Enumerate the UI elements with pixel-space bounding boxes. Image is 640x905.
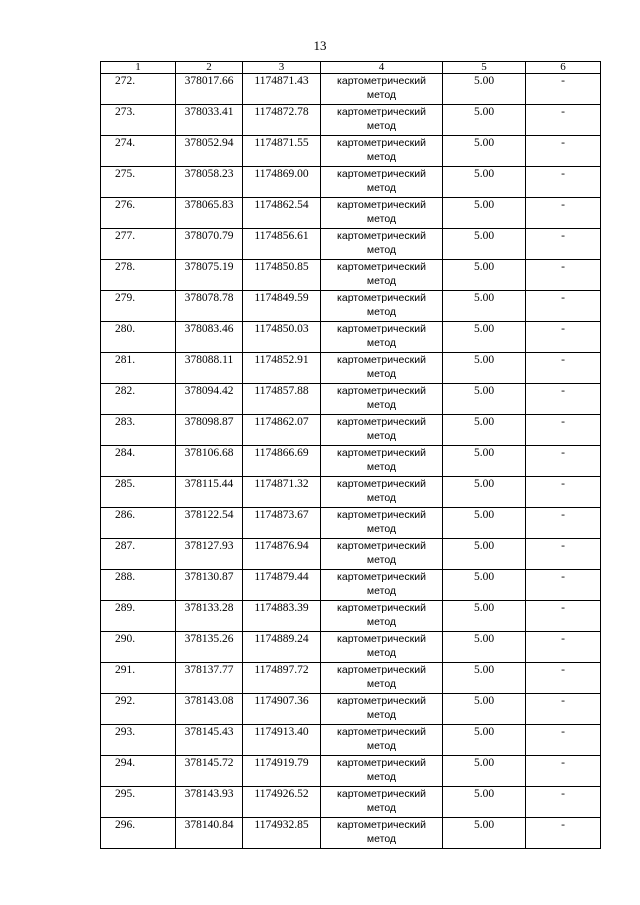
precision-cell: 5.00 (443, 601, 526, 632)
method-line-2: метод (366, 306, 397, 318)
x-coordinate-cell: 378058.23 (176, 167, 243, 198)
column-header: 1 (101, 62, 176, 74)
x-coordinate-cell: 378127.93 (176, 539, 243, 570)
x-coordinate-cell: 378137.77 (176, 663, 243, 694)
method-line-1: картометрический (337, 695, 426, 707)
x-coordinate-cell: 378145.43 (176, 725, 243, 756)
note-cell: - (526, 663, 601, 694)
method-line-1: картометрический (337, 230, 426, 242)
method-cell (321, 570, 443, 601)
point-number-cell: 292. (101, 694, 176, 725)
y-coordinate-cell: 1174869.00 (243, 167, 321, 198)
x-coordinate-cell: 378106.68 (176, 446, 243, 477)
precision-cell: 5.00 (443, 508, 526, 539)
method-cell (321, 477, 443, 508)
y-coordinate-cell: 1174889.24 (243, 632, 321, 663)
method-line-1: картометрический (337, 75, 426, 87)
table-row (101, 353, 601, 384)
method-cell (321, 756, 443, 787)
table-body (101, 74, 601, 849)
point-number-cell: 287. (101, 539, 176, 570)
note-cell: - (526, 632, 601, 663)
point-number-cell: 283. (101, 415, 176, 446)
note-cell: - (526, 415, 601, 446)
method-cell (321, 415, 443, 446)
table-row (101, 756, 601, 787)
note-cell: - (526, 477, 601, 508)
method-cell (321, 601, 443, 632)
y-coordinate-cell: 1174879.44 (243, 570, 321, 601)
table-row (101, 694, 601, 725)
y-coordinate-cell: 1174897.72 (243, 663, 321, 694)
column-header: 6 (526, 62, 601, 74)
y-coordinate-cell: 1174852.91 (243, 353, 321, 384)
x-coordinate-cell: 378094.42 (176, 384, 243, 415)
method-cell (321, 167, 443, 198)
precision-cell: 5.00 (443, 756, 526, 787)
table-row (101, 539, 601, 570)
note-cell: - (526, 570, 601, 601)
column-header: 5 (443, 62, 526, 74)
table-row (101, 663, 601, 694)
y-coordinate-cell: 1174919.79 (243, 756, 321, 787)
table-row (101, 167, 601, 198)
y-coordinate-cell: 1174872.78 (243, 105, 321, 136)
method-line-2: метод (366, 337, 397, 349)
x-coordinate-cell: 378130.87 (176, 570, 243, 601)
note-cell: - (526, 105, 601, 136)
precision-cell: 5.00 (443, 787, 526, 818)
point-number-cell: 285. (101, 477, 176, 508)
y-coordinate-cell: 1174873.67 (243, 508, 321, 539)
note-cell: - (526, 539, 601, 570)
point-number-cell: 281. (101, 353, 176, 384)
method-cell (321, 508, 443, 539)
column-header: 2 (176, 62, 243, 74)
table-row (101, 601, 601, 632)
precision-cell: 5.00 (443, 260, 526, 291)
table-header-row (101, 62, 601, 74)
y-coordinate-cell: 1174876.94 (243, 539, 321, 570)
table-row (101, 725, 601, 756)
precision-cell: 5.00 (443, 446, 526, 477)
x-coordinate-cell: 378065.83 (176, 198, 243, 229)
table-row (101, 415, 601, 446)
x-coordinate-cell: 378078.78 (176, 291, 243, 322)
method-line-2: метод (366, 709, 397, 721)
method-line-2: метод (366, 182, 397, 194)
precision-cell: 5.00 (443, 74, 526, 105)
table-row (101, 787, 601, 818)
precision-cell: 5.00 (443, 570, 526, 601)
method-line-1: картометрический (337, 199, 426, 211)
note-cell: - (526, 322, 601, 353)
x-coordinate-cell: 378133.28 (176, 601, 243, 632)
point-number-cell: 288. (101, 570, 176, 601)
x-coordinate-cell: 378052.94 (176, 136, 243, 167)
point-number-cell: 277. (101, 229, 176, 260)
note-cell: - (526, 446, 601, 477)
table-row (101, 291, 601, 322)
method-cell (321, 725, 443, 756)
method-line-2: метод (366, 740, 397, 752)
precision-cell: 5.00 (443, 322, 526, 353)
method-line-1: картометрический (337, 261, 426, 273)
point-number-cell: 296. (101, 818, 176, 849)
method-line-2: метод (366, 771, 397, 783)
precision-cell: 5.00 (443, 198, 526, 229)
method-line-2: метод (366, 461, 397, 473)
note-cell: - (526, 694, 601, 725)
point-number-cell: 274. (101, 136, 176, 167)
method-cell (321, 818, 443, 849)
precision-cell: 5.00 (443, 539, 526, 570)
precision-cell: 5.00 (443, 291, 526, 322)
method-line-2: метод (366, 244, 397, 256)
method-cell (321, 787, 443, 818)
method-line-2: метод (366, 399, 397, 411)
precision-cell: 5.00 (443, 663, 526, 694)
method-line-1: картометрический (337, 788, 426, 800)
table-row (101, 477, 601, 508)
table-row (101, 229, 601, 260)
column-header: 4 (321, 62, 443, 74)
x-coordinate-cell: 378033.41 (176, 105, 243, 136)
precision-cell: 5.00 (443, 415, 526, 446)
y-coordinate-cell: 1174857.88 (243, 384, 321, 415)
precision-cell: 5.00 (443, 229, 526, 260)
y-coordinate-cell: 1174866.69 (243, 446, 321, 477)
method-line-1: картометрический (337, 571, 426, 583)
point-number-cell: 282. (101, 384, 176, 415)
method-cell (321, 539, 443, 570)
note-cell: - (526, 291, 601, 322)
point-number-cell: 275. (101, 167, 176, 198)
method-line-2: метод (366, 120, 397, 132)
method-line-2: метод (366, 368, 397, 380)
point-number-cell: 289. (101, 601, 176, 632)
note-cell: - (526, 167, 601, 198)
point-number-cell: 286. (101, 508, 176, 539)
x-coordinate-cell: 378140.84 (176, 818, 243, 849)
method-line-2: метод (366, 616, 397, 628)
precision-cell: 5.00 (443, 136, 526, 167)
column-header: 3 (243, 62, 321, 74)
precision-cell: 5.00 (443, 477, 526, 508)
table-row (101, 446, 601, 477)
method-line-1: картометрический (337, 509, 426, 521)
x-coordinate-cell: 378145.72 (176, 756, 243, 787)
point-number-cell: 276. (101, 198, 176, 229)
method-line-2: метод (366, 213, 397, 225)
precision-cell: 5.00 (443, 353, 526, 384)
method-line-2: метод (366, 151, 397, 163)
method-line-2: метод (366, 89, 397, 101)
x-coordinate-cell: 378088.11 (176, 353, 243, 384)
precision-cell: 5.00 (443, 105, 526, 136)
point-number-cell: 293. (101, 725, 176, 756)
y-coordinate-cell: 1174862.07 (243, 415, 321, 446)
precision-cell: 5.00 (443, 632, 526, 663)
note-cell: - (526, 818, 601, 849)
point-number-cell: 278. (101, 260, 176, 291)
point-number-cell: 279. (101, 291, 176, 322)
method-cell (321, 353, 443, 384)
note-cell: - (526, 601, 601, 632)
method-line-2: метод (366, 647, 397, 659)
precision-cell: 5.00 (443, 818, 526, 849)
note-cell: - (526, 353, 601, 384)
method-cell (321, 105, 443, 136)
precision-cell: 5.00 (443, 694, 526, 725)
table-row (101, 322, 601, 353)
method-cell (321, 322, 443, 353)
method-line-1: картометрический (337, 137, 426, 149)
y-coordinate-cell: 1174850.85 (243, 260, 321, 291)
precision-cell: 5.00 (443, 725, 526, 756)
note-cell: - (526, 756, 601, 787)
method-line-2: метод (366, 678, 397, 690)
method-line-2: метод (366, 585, 397, 597)
table-row (101, 198, 601, 229)
method-line-2: метод (366, 833, 397, 845)
table-row (101, 260, 601, 291)
point-number-cell: 284. (101, 446, 176, 477)
method-cell (321, 260, 443, 291)
y-coordinate-cell: 1174871.43 (243, 74, 321, 105)
method-line-2: метод (366, 554, 397, 566)
y-coordinate-cell: 1174913.40 (243, 725, 321, 756)
method-line-1: картометрический (337, 602, 426, 614)
method-cell (321, 74, 443, 105)
table-row (101, 136, 601, 167)
note-cell: - (526, 787, 601, 818)
method-line-1: картометрический (337, 168, 426, 180)
method-line-1: картометрический (337, 664, 426, 676)
method-line-2: метод (366, 802, 397, 814)
y-coordinate-cell: 1174871.32 (243, 477, 321, 508)
coordinates-table (100, 61, 601, 849)
method-cell (321, 632, 443, 663)
y-coordinate-cell: 1174883.39 (243, 601, 321, 632)
x-coordinate-cell: 378083.46 (176, 322, 243, 353)
note-cell: - (526, 74, 601, 105)
x-coordinate-cell: 378070.79 (176, 229, 243, 260)
y-coordinate-cell: 1174850.03 (243, 322, 321, 353)
point-number-cell: 291. (101, 663, 176, 694)
note-cell: - (526, 198, 601, 229)
page-number: 13 (313, 38, 327, 53)
method-line-2: метод (366, 430, 397, 442)
x-coordinate-cell: 378143.08 (176, 694, 243, 725)
method-cell (321, 694, 443, 725)
method-line-1: картометрический (337, 478, 426, 490)
y-coordinate-cell: 1174926.52 (243, 787, 321, 818)
method-line-2: метод (366, 275, 397, 287)
point-number-cell: 272. (101, 74, 176, 105)
method-line-1: картометрический (337, 416, 426, 428)
note-cell: - (526, 260, 601, 291)
y-coordinate-cell: 1174932.85 (243, 818, 321, 849)
method-line-1: картометрический (337, 819, 426, 831)
x-coordinate-cell: 378098.87 (176, 415, 243, 446)
method-line-1: картометрический (337, 633, 426, 645)
method-line-1: картометрический (337, 726, 426, 738)
method-line-2: метод (366, 492, 397, 504)
method-line-1: картометрический (337, 106, 426, 118)
point-number-cell: 273. (101, 105, 176, 136)
point-number-cell: 295. (101, 787, 176, 818)
table-row (101, 632, 601, 663)
point-number-cell: 294. (101, 756, 176, 787)
method-line-1: картометрический (337, 292, 426, 304)
method-cell (321, 663, 443, 694)
table-row (101, 74, 601, 105)
note-cell: - (526, 229, 601, 260)
table-row (101, 508, 601, 539)
table-row (101, 818, 601, 849)
y-coordinate-cell: 1174862.54 (243, 198, 321, 229)
method-line-1: картометрический (337, 354, 426, 366)
method-line-1: картометрический (337, 757, 426, 769)
point-number-cell: 290. (101, 632, 176, 663)
method-line-1: картометрический (337, 447, 426, 459)
y-coordinate-cell: 1174871.55 (243, 136, 321, 167)
note-cell: - (526, 384, 601, 415)
table-row (101, 570, 601, 601)
note-cell: - (526, 136, 601, 167)
precision-cell: 5.00 (443, 384, 526, 415)
note-cell: - (526, 508, 601, 539)
method-cell (321, 291, 443, 322)
method-line-1: картометрический (337, 385, 426, 397)
x-coordinate-cell: 378115.44 (176, 477, 243, 508)
x-coordinate-cell: 378135.26 (176, 632, 243, 663)
table-row (101, 105, 601, 136)
method-cell (321, 446, 443, 477)
x-coordinate-cell: 378122.54 (176, 508, 243, 539)
y-coordinate-cell: 1174856.61 (243, 229, 321, 260)
method-line-1: картометрический (337, 540, 426, 552)
method-line-2: метод (366, 523, 397, 535)
x-coordinate-cell: 378075.19 (176, 260, 243, 291)
method-cell (321, 229, 443, 260)
precision-cell: 5.00 (443, 167, 526, 198)
method-line-1: картометрический (337, 323, 426, 335)
y-coordinate-cell: 1174849.59 (243, 291, 321, 322)
y-coordinate-cell: 1174907.36 (243, 694, 321, 725)
point-number-cell: 280. (101, 322, 176, 353)
method-cell (321, 384, 443, 415)
method-cell (321, 198, 443, 229)
table-row (101, 384, 601, 415)
x-coordinate-cell: 378143.93 (176, 787, 243, 818)
method-cell (321, 136, 443, 167)
x-coordinate-cell: 378017.66 (176, 74, 243, 105)
note-cell: - (526, 725, 601, 756)
